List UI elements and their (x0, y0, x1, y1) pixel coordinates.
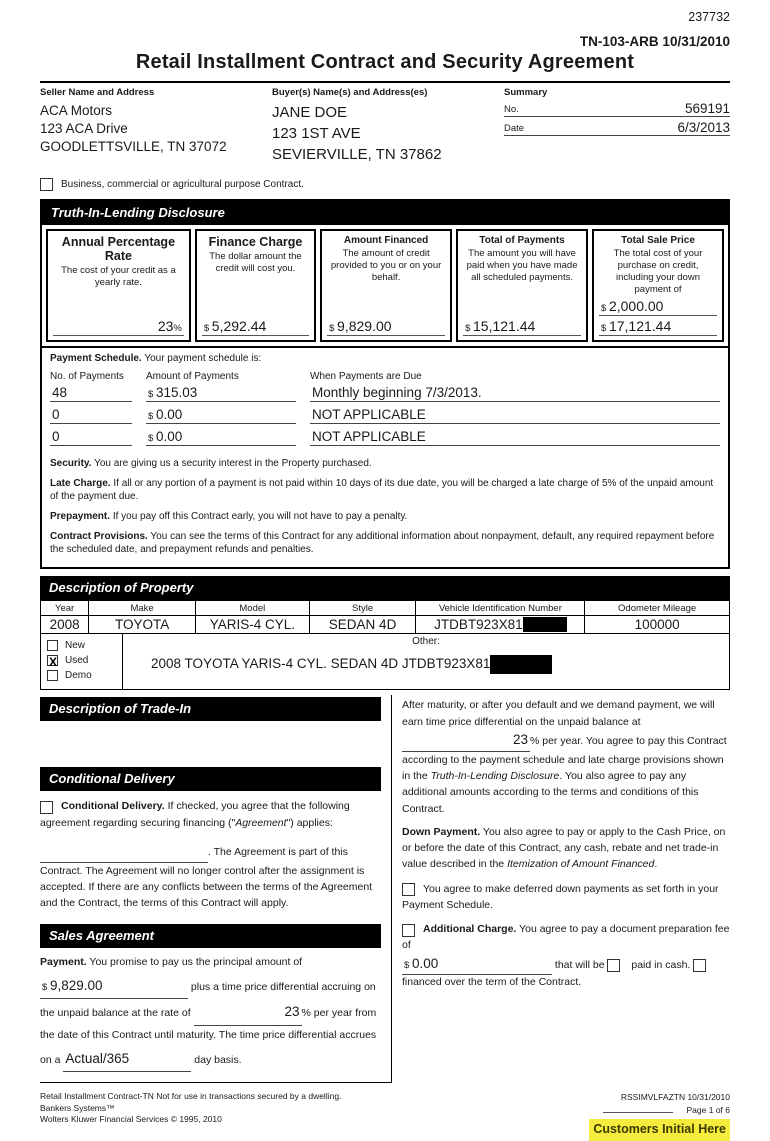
total-payments-box (456, 229, 588, 342)
property-style[interactable]: SEDAN 4D (309, 615, 416, 634)
seller-city: GOODLETTSVILLE, TN 37072 (40, 139, 227, 155)
additional-charge-paragraph: Additional Charge. You agree to pay a document preparation fee of $ 0.00 that will be paid in cash. financed over the term of the Contract. (402, 923, 730, 988)
property-col-year: Year (41, 600, 89, 615)
footer-form-code: RSSIMVLFAZTN 10/31/2010 (620, 1092, 730, 1103)
conditional-delivery-header-bar: Conditional Delivery (40, 767, 381, 791)
seller-label: Seller Name and Address (40, 87, 155, 98)
title-divider (40, 81, 730, 83)
finance-charge-value[interactable]: $ 5,292.44 (202, 318, 309, 336)
page-indicator: Page 1 of 6 (686, 1105, 730, 1116)
schedule-row-due[interactable]: Monthly beginning 7/3/2013. (310, 384, 720, 402)
additional-charge-checkbox[interactable] (402, 924, 415, 937)
principal-amount-field[interactable]: $ 9,829.00 (40, 973, 188, 1000)
sales-agreement-header-bar: Sales Agreement (40, 924, 381, 948)
deferred-down-payments-line: You agree to make deferred down payments as set forth in your Payment Schedule. (402, 882, 719, 911)
sales-payment-paragraph: Payment. You promise to pay us the principal amount of $ 9,829.00 plus a time price differential accruing on the unpaid balance at the rate of 23 % per year from the date of this Contract until maturity. The time price differential accrues on a Actual/365 day basis. (40, 953, 381, 1073)
apr-box (46, 229, 191, 342)
condition-new-checkbox[interactable] (47, 640, 58, 651)
property-odometer[interactable]: 100000 (585, 615, 730, 634)
business-purpose-checkbox[interactable] (40, 178, 53, 191)
condition-used-checkbox[interactable] (47, 655, 58, 666)
right-column (392, 695, 730, 1083)
customers-initial-here-highlight[interactable]: Customers Initial Here (589, 1119, 730, 1141)
trade-in-empty-area (40, 721, 381, 767)
apr-title: Annual Percentage Rate (61, 235, 176, 263)
condition-demo-label: Demo (65, 670, 92, 682)
maturity-rate-field[interactable]: 23 (402, 730, 530, 752)
schedule-row-count[interactable]: 48 (50, 384, 132, 402)
buyer-name: JANE DOE (272, 104, 348, 121)
total-payments-value[interactable]: $ 15,121.44 (463, 318, 581, 336)
initials-line[interactable] (603, 1104, 673, 1113)
total-payments-desc: The amount you will have paid when you have made all scheduled payments. (466, 248, 578, 283)
seller-name: ACA Motors (40, 103, 113, 118)
total-sale-price-desc: The total cost of your purchase on credit, including your down payment of (613, 248, 703, 295)
col-when-due: When Payments are Due (310, 370, 422, 382)
schedule-label: Payment Schedule. (50, 352, 142, 364)
schedule-lead-text: Your payment schedule is: (144, 352, 262, 364)
condition-used-label: Used (65, 655, 89, 667)
rate-field[interactable]: 23 (194, 999, 302, 1026)
property-vin[interactable]: JTDBT923X81 (416, 615, 585, 634)
amount-financed-box (320, 229, 452, 342)
apr-value[interactable]: 23% (53, 318, 184, 336)
seller-block (40, 87, 272, 165)
buyer-street: 123 1ST AVE (272, 125, 361, 142)
buyer-label: Buyer(s) Name(s) and Address(es) (272, 87, 428, 98)
summary-no-label: No. (504, 104, 519, 115)
down-payment-paragraph: Down Payment. You also agree to pay or apply to the Cash Price, on or before the date of this Contract, any cash, rebate and net trade-in value described in the Itemization of Amount Financed. (402, 825, 726, 871)
trade-in-header-bar: Description of Trade-In (40, 697, 381, 721)
deferred-down-payments-checkbox[interactable] (402, 883, 415, 896)
condition-new-label: New (65, 640, 86, 652)
document-number: 237732 (688, 10, 730, 24)
late-charge-paragraph: Late Charge. If all or any portion of a payment is not paid within 10 days of its due date, you will be charged a late charge of 5% of the unpaid amount of the payment due. (50, 477, 714, 502)
buyer-block (272, 87, 500, 165)
finance-charge-box (195, 229, 316, 342)
page-footer (0, 1091, 770, 1140)
amount-financed-value[interactable]: $ 9,829.00 (327, 318, 445, 336)
schedule-row-amount[interactable]: $ 0.00 (146, 406, 296, 424)
summary-no-value[interactable]: 569191 (684, 101, 730, 116)
document-fee-field[interactable]: $ 0.00 (402, 954, 552, 975)
parties-section (40, 87, 730, 165)
down-payment-value[interactable]: $ 2,000.00 (599, 298, 717, 316)
schedule-row-amount[interactable]: $ 315.03 (146, 384, 296, 402)
buyer-city: SEVIERVILLE, TN 37862 (272, 146, 442, 163)
summary-date-label: Date (504, 123, 525, 134)
agreement-name-field[interactable] (40, 841, 208, 863)
footer-brand: Bankers Systems™ (40, 1102, 115, 1113)
condition-demo-checkbox[interactable] (47, 670, 58, 681)
summary-date-value[interactable]: 6/3/2013 (677, 120, 730, 135)
two-column-area (40, 695, 730, 1083)
security-paragraph: Security. You are giving us a security interest in the Property purchased. (50, 457, 372, 469)
property-col-make: Make (89, 600, 196, 615)
apr-desc: The cost of your credit as a yearly rate. (61, 265, 176, 288)
financed-checkbox[interactable] (693, 959, 706, 972)
schedule-row-count[interactable]: 0 (50, 406, 132, 424)
total-payments-title: Total of Payments (479, 235, 565, 246)
property-table (40, 600, 730, 635)
truth-in-lending-section (40, 199, 730, 569)
business-purpose-label: Business, commercial or agricultural purpose Contract. (61, 179, 304, 190)
day-basis-field[interactable]: Actual/365 (63, 1046, 191, 1073)
col-num-payments: No. of Payments (50, 370, 124, 382)
form-code: TN-103-ARB 10/31/2010 (579, 34, 730, 49)
other-label: Other: (412, 636, 440, 648)
payment-schedule (42, 346, 728, 567)
total-sale-price-box (592, 229, 724, 342)
page-title: Retail Installment Contract and Security Agreement (135, 51, 635, 73)
summary-label: Summary (504, 87, 548, 98)
property-col-style: Style (309, 600, 416, 615)
property-col-odometer: Odometer Mileage (585, 600, 730, 615)
contract-provisions-paragraph: Contract Provisions. You can see the terms of this Contract for any additional information about nonpayment, default, any required repayment before the scheduled date, and prepayment refunds and penalties. (50, 530, 715, 555)
finance-charge-title: Finance Charge (208, 235, 303, 249)
maturity-paragraph: After maturity, or after you default and we demand payment, we will earn time price differential on the unpaid balance at 23 % per year. You agree to pay this Contract according to the payment schedule and late charge provisions shown in the Truth-In-Lending Disclosure. You also agree to pay any additional amounts according to the terms and conditions of this Contract. (402, 699, 727, 815)
footer-copyright: Wolters Kluwer Financial Services © 1995, 2010 (40, 1114, 222, 1125)
vin-redaction-box (523, 617, 567, 632)
total-sale-price-value[interactable]: $ 17,121.44 (599, 318, 717, 336)
amount-financed-desc: The amount of credit provided to you or on your behalf. (330, 248, 442, 283)
property-col-vin: Vehicle Identification Number (416, 600, 585, 615)
vehicle-condition-box (40, 634, 730, 690)
prepayment-paragraph: Prepayment. If you pay off this Contract early, you will not have to pay a penalty. (50, 510, 408, 522)
schedule-row-due[interactable]: NOT APPLICABLE (310, 428, 720, 446)
agreement-paragraph: . The Agreement is part of this Contract. The Agreement will no longer control after the assignment is accepted. If there are any conflicts between the terms of the Agreement and the Contract, the terms of this Contract will apply. (40, 841, 381, 912)
description-redaction-box (490, 655, 552, 674)
schedule-row-amount[interactable]: $ 0.00 (146, 428, 296, 446)
amount-financed-title: Amount Financed (343, 235, 429, 246)
schedule-row-due[interactable]: NOT APPLICABLE (310, 406, 720, 424)
property-make[interactable]: TOYOTA (89, 615, 196, 634)
footer-disclaimer: Retail Installment Contract-TN Not for use in transactions secured by a dwelling. (40, 1091, 342, 1102)
other-description[interactable]: 2008 TOYOTA YARIS-4 CYL. SEDAN 4D JTDBT923X81 (129, 655, 723, 674)
seller-street: 123 ACA Drive (40, 121, 128, 137)
property-col-model: Model (196, 600, 310, 615)
finance-charge-desc: The dollar amount the credit will cost you. (209, 251, 302, 274)
col-amount-payments: Amount of Payments (146, 370, 239, 382)
property-model[interactable]: YARIS-4 CYL. (196, 615, 310, 634)
til-header-bar: Truth-In-Lending Disclosure (42, 201, 728, 225)
paid-in-cash-checkbox[interactable] (607, 959, 620, 972)
summary-block (500, 87, 730, 165)
total-sale-price-title: Total Sale Price (621, 235, 695, 246)
property-header-bar: Description of Property (40, 576, 730, 600)
left-column (40, 695, 392, 1083)
conditional-delivery-checkbox[interactable] (40, 801, 53, 814)
schedule-row-count[interactable]: 0 (50, 428, 132, 446)
property-year[interactable]: 2008 (41, 615, 89, 634)
conditional-delivery-paragraph: Conditional Delivery. If checked, you agree that the following agreement regarding securing financing ("Agreement") applies: (40, 800, 350, 829)
